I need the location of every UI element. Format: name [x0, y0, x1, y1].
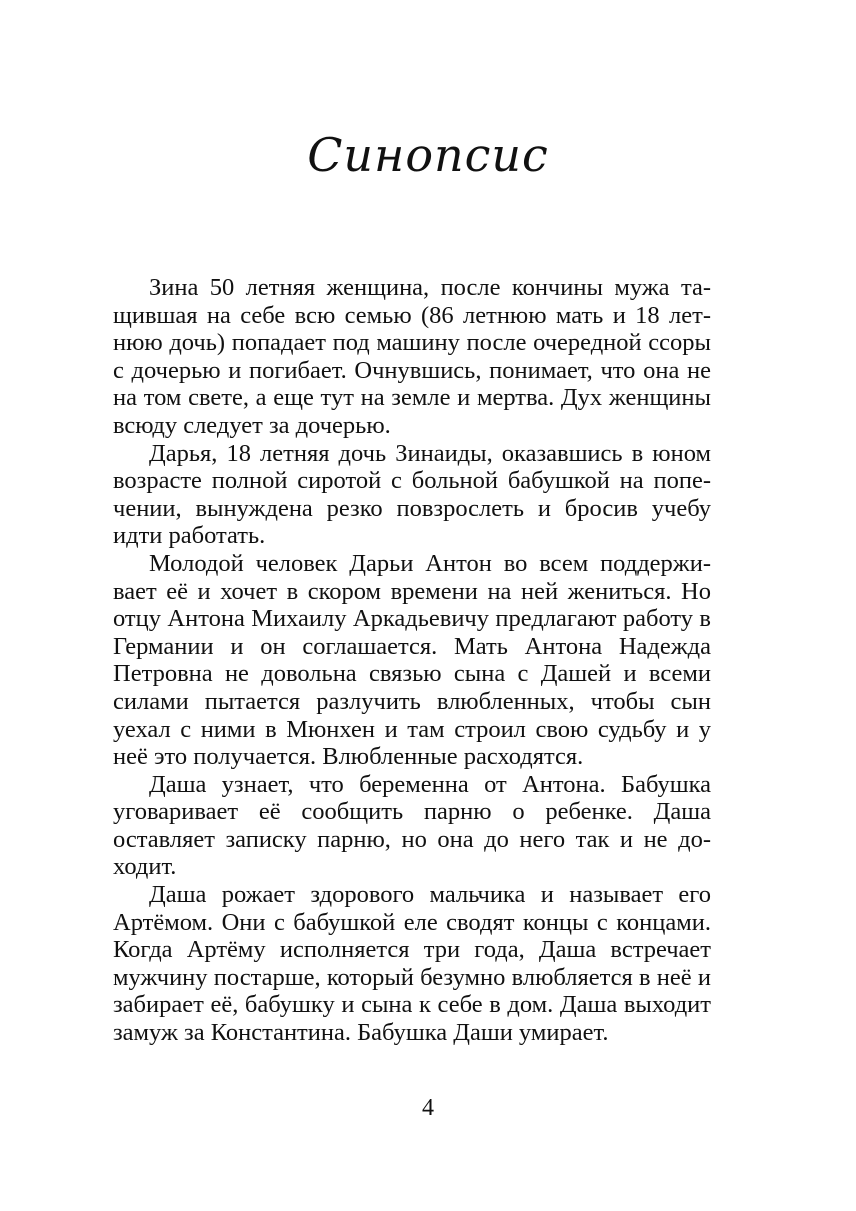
synopsis-text: [113, 274, 711, 1047]
paragraph-3: Молодой человек Дарьи Антон во всем поддерживает её и хочет в скором времени на ней жениться. Но отцу Антона Михаилу Аркадьевичу предлагают работу в Германии и он соглашается. Мать Антона Надежда Петровна не довольна связью сына с Дашей и всеми силами пытается разлучить влюбленных, чтобы сын уехал с ними в Мюнхен и там строил свою судьбу и у неё это получается. Влюбленные расходятся.: [113, 549, 711, 771]
paragraph-1: Зина 50 летняя женщина, после кончины мужа тащившая на себе всю семью (86 летнюю мать и 18 летнюю дочь) попадает под машину после очередной ссоры с дочерью и погибает. Очнувшись, понимает, что она не на том свете, а еще тут на земле и мертва. Дух женщины всюду следует за дочерью.: [113, 274, 711, 439]
page-number: 4: [422, 1095, 434, 1121]
paragraph-2: Дарья, 18 летняя дочь Зинаиды, оказавшись в юном возрасте полной сиротой с больной бабушкой на попечении, вынуждена резко повзрослеть и бросив учебу идти работать.: [113, 439, 711, 550]
paragraph-5: Даша рожает здорового мальчика и называет его Артёмом. Они с бабушкой еле сводят концы с концами. Когда Артёму исполняется три года, Даша встречает мужчину постарше, который безумно влюбляется в неё и забирает её, бабушку и сына к себе в дом. Даша выходит замуж за Константина. Бабушка Даши умирает.: [113, 881, 711, 1047]
paragraph-4: Даша узнает, что беременна от Антона. Бабушка уговаривает её сообщить парню о ребенке. Даша оставляет записку парню, но она до него так и не доходит.: [113, 770, 711, 881]
chapter-title: Синопсис: [307, 128, 549, 182]
